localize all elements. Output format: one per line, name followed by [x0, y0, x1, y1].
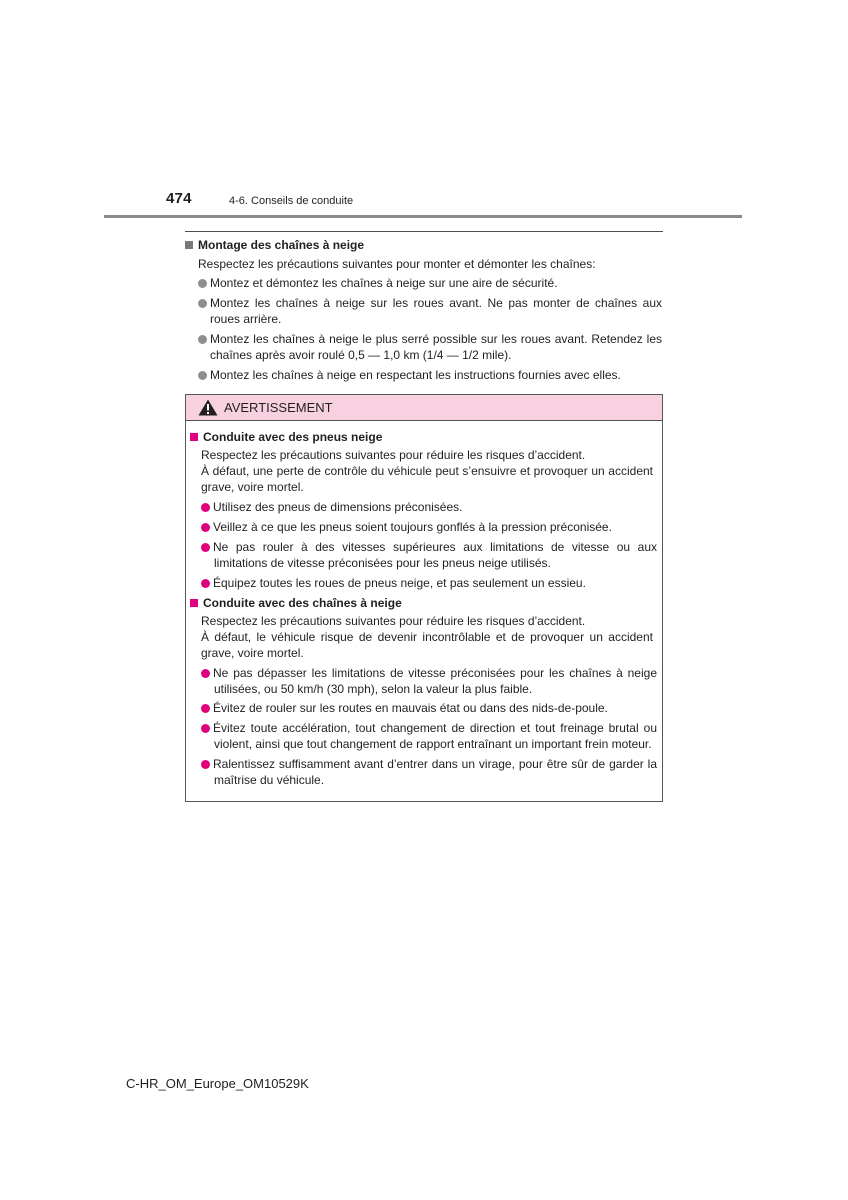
square-bullet-icon — [185, 241, 193, 249]
bullet-dot-icon — [198, 335, 207, 344]
warning-s1-bullet-2 — [201, 519, 612, 535]
bullet-dot-icon — [201, 669, 210, 678]
bullet-dot-icon — [201, 724, 210, 733]
montage-bullet-3-text: Montez les chaînes à neige le plus serré possible sur les roues avant. Retendez les — [210, 332, 662, 346]
warning-s2-bullet-2-text: Évitez de rouler sur les routes en mauvais état ou dans des nids-de-poule. — [213, 701, 608, 715]
warning-s2-bullet-2 — [201, 700, 608, 716]
montage-bullet-4 — [198, 367, 621, 383]
warning-s2-intro-2: À défaut, le véhicule risque de devenir incontrôlable et de provoquer un accident — [201, 630, 653, 644]
warning-s1-bullet-4-text: Équipez toutes les roues de pneus neige, et pas seulement un essieu. — [213, 576, 586, 590]
warning-s2-bullet-4-line-1 — [201, 756, 657, 772]
square-bullet-icon — [190, 599, 198, 607]
warning-s1-intro-1: Respectez les précautions suivantes pour réduire les risques d’accident. — [201, 448, 586, 462]
warning-s2-heading — [190, 595, 402, 611]
montage-bullet-3-line-1 — [198, 331, 662, 347]
warning-s1-heading-text: Conduite avec des pneus neige — [203, 430, 383, 444]
section-title: 4-6. Conseils de conduite — [229, 195, 354, 207]
bullet-dot-icon — [198, 279, 207, 288]
warning-s2-bullet-4-line-2: maîtrise du véhicule. — [214, 773, 325, 787]
montage-bullet-4-text: Montez les chaînes à neige en respectant les instructions fournies avec elles. — [210, 368, 621, 382]
bullet-dot-icon — [201, 579, 210, 588]
warning-header — [186, 395, 662, 421]
warning-s1-bullet-2-text: Veillez à ce que les pneus soient toujours gonflés à la pression préconisée. — [213, 520, 612, 534]
warning-s2-bullet-1-line-2: utilisées, ou 50 km/h (30 mph), selon la valeur la plus faible. — [214, 682, 533, 696]
bullet-dot-icon — [201, 704, 210, 713]
montage-intro: Respectez les précautions suivantes pour monter et démonter les chaînes: — [198, 257, 596, 271]
warning-s1-bullet-3-text: Ne pas rouler à des vitesses supérieures aux limitations de vitesse ou aux — [213, 540, 657, 554]
bullet-dot-icon — [198, 299, 207, 308]
warning-s1-bullet-4 — [201, 575, 586, 591]
montage-bullet-1-text: Montez et démontez les chaînes à neige sur une aire de sécurité. — [210, 276, 558, 290]
warning-s2-bullet-3-line-1 — [201, 720, 657, 736]
bullet-dot-icon — [201, 523, 210, 532]
warning-s1-heading — [190, 429, 382, 445]
warning-s1-bullet-1 — [201, 499, 462, 515]
warning-s2-intro-1: Respectez les précautions suivantes pour réduire les risques d’accident. — [201, 614, 586, 628]
warning-s2-bullet-1-line-1 — [201, 665, 657, 681]
page-number: 474 — [166, 190, 192, 207]
montage-heading-text: Montage des chaînes à neige — [198, 238, 365, 252]
warning-s2-bullet-3-text: Évitez toute accélération, tout changement de direction et tout freinage brutal ou — [213, 721, 657, 735]
warning-s2-bullet-3-line-2: violent, ainsi que tout changement de rapport entraînant un important frein moteur. — [214, 737, 652, 751]
montage-heading — [185, 237, 364, 253]
montage-bullet-1 — [198, 275, 558, 291]
warning-s2-bullet-1-text: Ne pas dépasser les limitations de vitesse préconisées pour les chaînes à neige — [213, 666, 657, 680]
bullet-dot-icon — [198, 371, 207, 380]
square-bullet-icon — [190, 433, 198, 441]
content-rule — [185, 231, 663, 232]
warning-s1-intro-2: À défaut, une perte de contrôle du véhicule peut s’ensuivre et provoquer un accident — [201, 464, 653, 478]
bullet-dot-icon — [201, 503, 210, 512]
warning-s1-intro-3: grave, voire mortel. — [201, 480, 304, 494]
warning-s2-intro-3: grave, voire mortel. — [201, 646, 304, 660]
warning-s1-bullet-3-line-2: limitations de vitesse préconisées pour les pneus neige utilisés. — [214, 556, 551, 570]
warning-s1-bullet-3-line-1 — [201, 539, 657, 555]
warning-s2-heading-text: Conduite avec des chaînes à neige — [203, 596, 402, 610]
warning-triangle-icon — [198, 399, 218, 416]
warning-s2-bullet-4-text: Ralentissez suffisamment avant d’entrer dans un virage, pour être sûr de garder la — [213, 757, 657, 771]
bullet-dot-icon — [201, 760, 210, 769]
montage-bullet-3-line-2: chaînes après avoir roulé 0,5 — 1,0 km (1/4 — 1/2 mile). — [210, 348, 512, 362]
warning-title: AVERTISSEMENT — [224, 400, 333, 415]
header-rule — [104, 215, 742, 218]
document-code: C-HR_OM_Europe_OM10529K — [126, 1076, 309, 1091]
montage-bullet-2-line-1 — [198, 295, 662, 311]
montage-bullet-2-line-2: roues arrière. — [210, 312, 282, 326]
warning-s1-bullet-1-text: Utilisez des pneus de dimensions préconisées. — [213, 500, 463, 514]
montage-bullet-2-text: Montez les chaînes à neige sur les roues avant. Ne pas monter de chaînes aux — [210, 296, 662, 310]
bullet-dot-icon — [201, 543, 210, 552]
